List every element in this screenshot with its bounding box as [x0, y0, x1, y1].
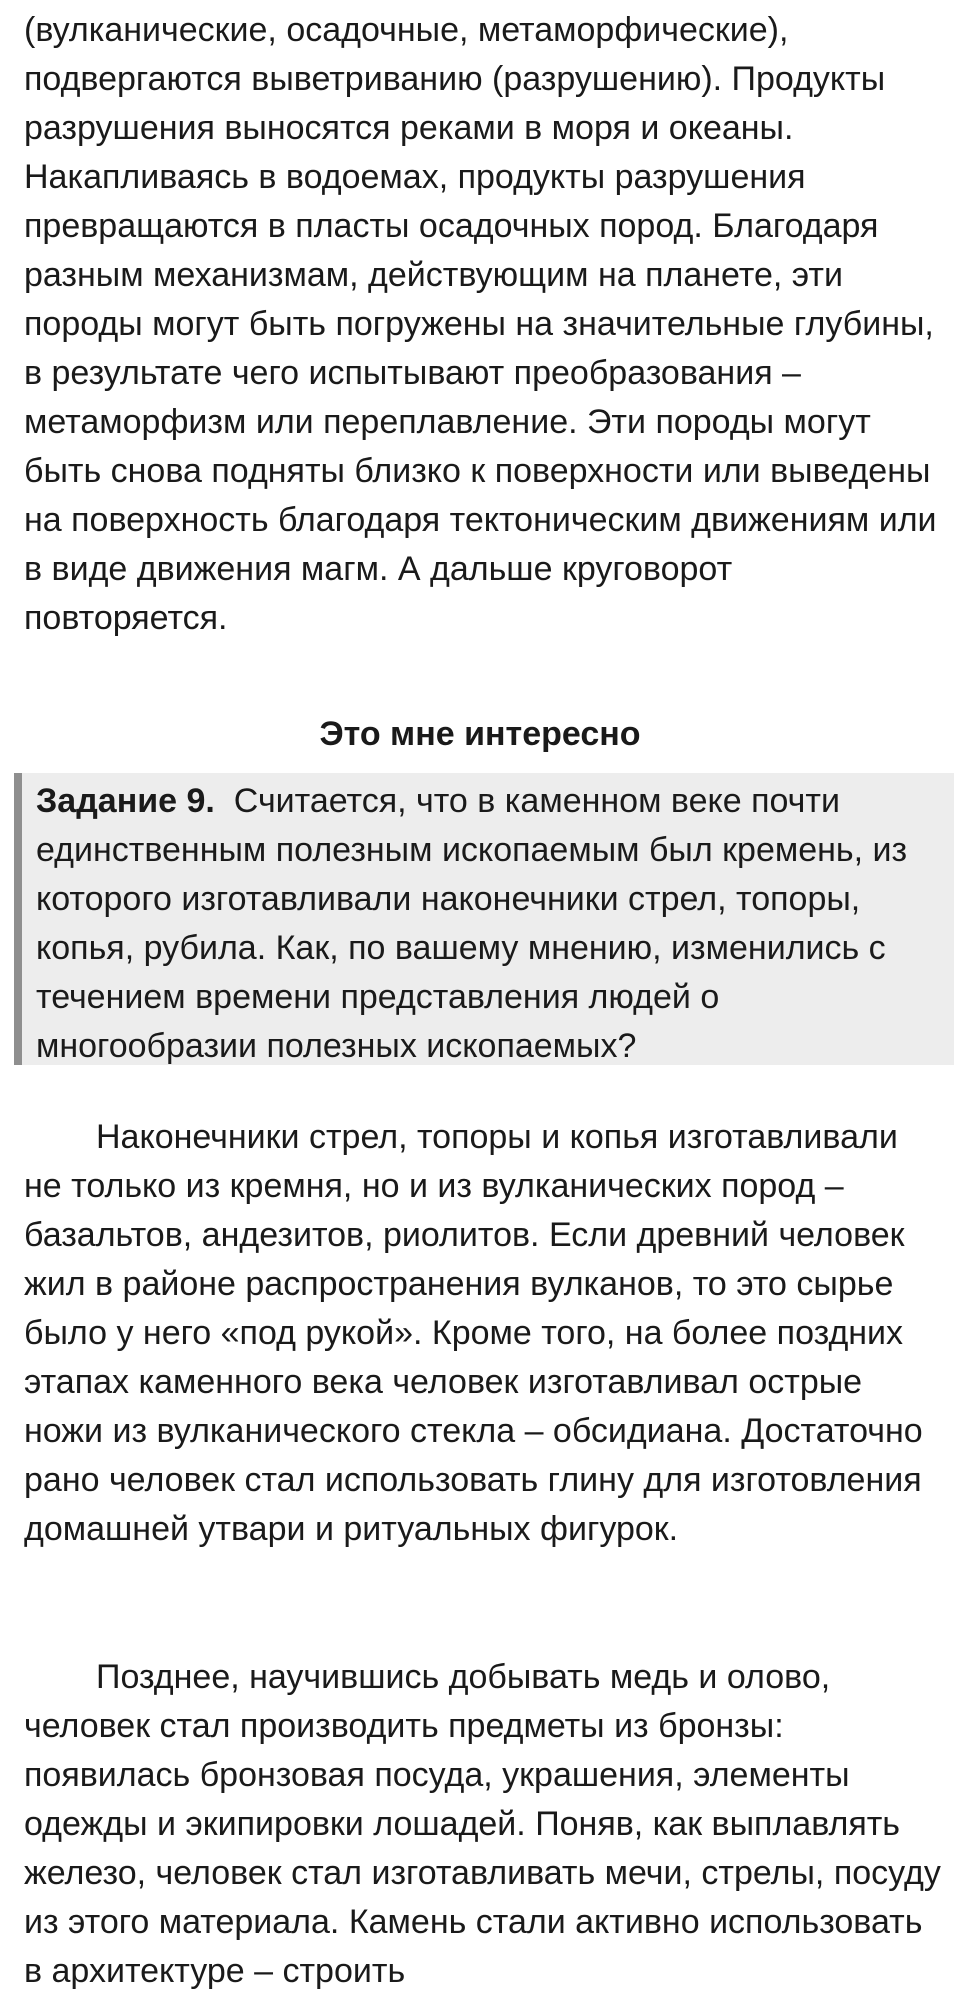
- answer-paragraph-1: Наконечники стрел, топоры и копья изготавливали не только из кремня, но и из вулканических пород – базальтов, андезитов, риолитов. Если древний человек жил в районе распространения вулканов, то это сырье было у него «под рукой». Кроме того, на более поздних этапах каменного века человек изготавливал острые ножи из вулканического стекла – обсидиана. Достаточно рано человек стал использовать глину для изготовления домашней утвари и ритуальных фигурок.: [24, 1118, 923, 1548]
- task-label: Задание 9.: [36, 782, 215, 820]
- task-paragraph: [36, 777, 948, 1071]
- intro-paragraph: (вулканические, осадочные, метаморфические), подвергаются выветриванию (разрушению). Продукты разрушения выносятся реками в моря и океаны. Накапливаясь в водоемах, продукты разрушения превращаются в пласты осадочных пород. Благодаря разным механизмам, действующим на планете, эти породы могут быть погружены на значительные глубины, в результате чего испытывают преобразования – метаморфизм или переплавление. Эти породы могут быть снова подняты близко к поверхности или выведены на поверхность благодаря тектоническим движениям или в виде движения магм. А дальше круговорот повторяется.: [24, 11, 937, 637]
- answer-paragraph-2: Позднее, научившись добывать медь и олово, человек стал производить предметы из бронзы: появилась бронзовая посуда, украшения, элементы одежды и экипировки лошадей. Поняв, как выплавлять железо, человек стал изготавливать мечи, стрелы, посуду из этого материала. Камень стали активно использовать в архитектуре – строить: [24, 1658, 941, 1990]
- task-box: [14, 773, 954, 1065]
- task-question: Считается, что в каменном веке почти единственным полезным ископаемым был кремень, из которого изготавливали наконечники стрел, топоры, копья, рубила. Как, по вашему мнению, изменились с течением времени представления людей о многообразии полезных ископаемых?: [36, 782, 908, 1065]
- section-heading: Это мне интересно: [319, 715, 641, 753]
